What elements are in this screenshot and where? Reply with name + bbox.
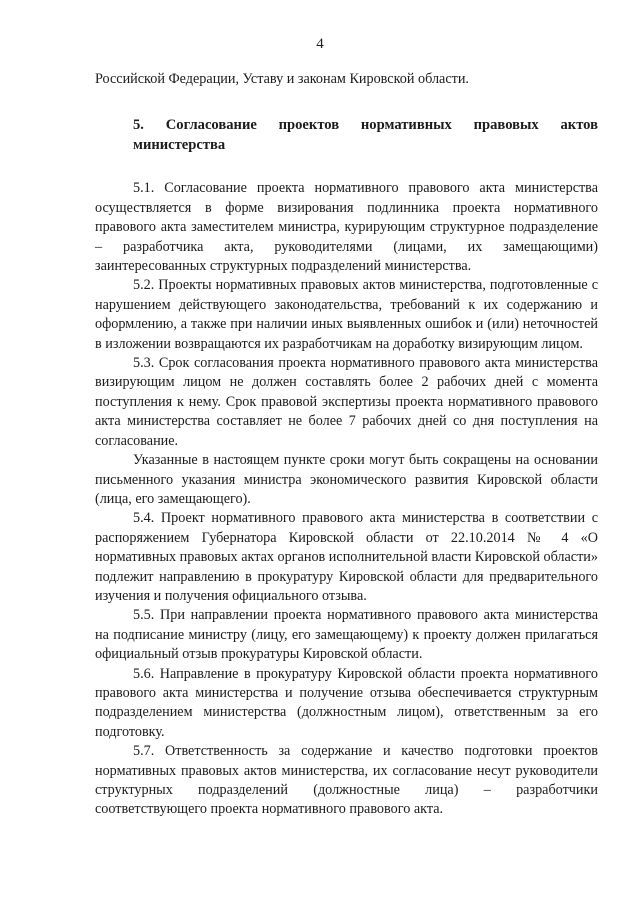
paragraph-5-6: 5.6. Направление в прокуратуру Кировской области проекта нормативного правового акта министерства и получение отзыва обеспечивается структурным подразделением министерства (должностным лицом), ответственным за его подготовку. [95, 665, 598, 740]
paragraph-5-2: 5.2. Проекты нормативных правовых актов министерства, подготовленные с нарушением действующего законодательства, требований к их содержанию и оформлению, а также при наличии иных выявленных ошибок и (или) неточностей в изложении возвращаются их разработчикам на доработку визирующим лицом. [95, 277, 598, 352]
page-number: 4 [316, 36, 324, 52]
paragraph-5-7: 5.7. Ответственность за содержание и качество подготовки проектов нормативных правовых актов министерства, их согласование несут руководители структурных подразделений (должностные лица) – разработчики соответствующего проекта нормативного правового акта. [95, 743, 598, 818]
paragraph-5-1: 5.1. Согласование проекта нормативного правового акта министерства осуществляется в форме визирования подлинника проекта нормативного правового акта заместителем министра, курирующим структурное подразделение – разработчика акта, руководителями (лицами, их замещающими) заинтересованных структурных подразделений министерства. [95, 180, 598, 275]
section-heading [95, 115, 598, 155]
section-heading-line-2: министерства [133, 137, 226, 154]
document-body [95, 70, 598, 820]
heading-word: 5. [133, 117, 144, 134]
heading-word: нормативных [360, 117, 452, 134]
heading-word: актов [560, 117, 598, 134]
continuation-line: Российской Федерации, Уставу и законам Кировской области. [95, 71, 469, 87]
heading-word: проектов [278, 117, 340, 134]
paragraph-5-4: 5.4. Проект нормативного правового акта министерства в соответствии с распоряжением Губернатора Кировской области от 22.10.2014 № 4 «О нормативных правовых актах органов исполнительной власти Кировской области» подлежит направлению в прокуратуру Кировской области для предварительного изучения и получения официального отзыва. [95, 510, 598, 604]
paragraph-5-3-note: Указанные в настоящем пункте сроки могут быть сокращены на основании письменного указания министра экономического развития Кировской области (лица, его замещающего). [95, 452, 598, 507]
paragraph-5-3: 5.3. Срок согласования проекта нормативного правового акта министерства визирующим лицом не должен составлять более 2 рабочих дней с момента поступления к нему. Срок правовой экспертизы проекта нормативного правового акта министерства составляет не более 7 рабочих дней со дня поступления на согласование. [95, 355, 598, 449]
heading-word: Согласование [165, 117, 257, 134]
section-heading-line-1 [95, 115, 598, 135]
heading-word: правовых [473, 117, 539, 134]
paragraph-5-5: 5.5. При направлении проекта нормативного правового акта министерства на подписание министру (лицу, его замещающему) к проекту должен прилагаться официальный отзыв прокуратуры Кировской области. [95, 607, 598, 663]
